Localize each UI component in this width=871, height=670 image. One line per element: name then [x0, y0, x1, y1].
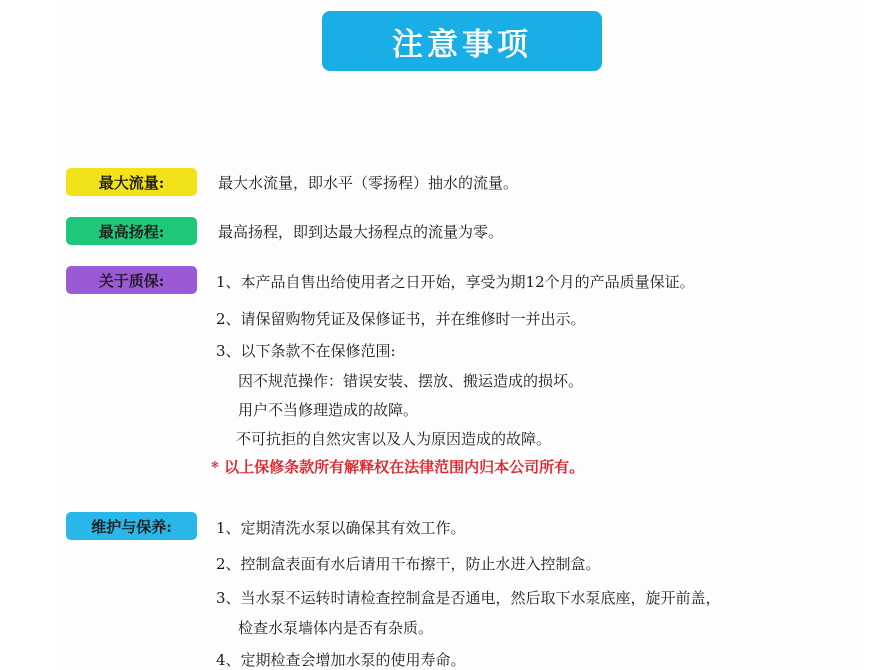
max-flow-text: 最大水流量，即水平（零扬程）抽水的流量。	[218, 174, 519, 192]
maintenance-tag: 维护与保养:	[66, 512, 197, 540]
maintenance-item-1: 1、定期清洗水泵以确保其有效工作。	[216, 519, 466, 537]
warranty-item-2: 2、请保留购物凭证及保修证书，并在维修时一并出示。	[216, 310, 586, 328]
maintenance-item-3-cont: 检查水泵墙体内是否有杂质。	[238, 619, 434, 637]
maintenance-item-3: 3、当水泵不运转时请检查控制盒是否通电，然后取下水泵底座，旋开前盖，	[216, 589, 721, 607]
max-flow-tag: 最大流量:	[66, 168, 197, 196]
warranty-item-3: 3、以下条款不在保修范围:	[216, 342, 396, 360]
page-title: 注意事项	[392, 26, 532, 63]
maintenance-item-4: 4、定期检查会增加水泵的使用寿命。	[216, 651, 466, 669]
warranty-exclusion-2: 用户不当修理造成的故障。	[238, 401, 419, 419]
title-banner	[322, 11, 602, 71]
warranty-note: * 以上保修条款所有解释权在法律范围内归本公司所有。	[211, 458, 585, 476]
max-head-text: 最高扬程，即到达最大扬程点的流量为零。	[218, 223, 504, 241]
warranty-item-1: 1、本产品自售出给使用者之日开始，享受为期12个月的产品质量保证。	[216, 273, 695, 291]
warranty-tag: 关于质保:	[66, 266, 197, 294]
warranty-exclusion-1: 因不规范操作：错误安装、摆放、搬运造成的损坏。	[238, 372, 584, 390]
warranty-exclusion-3: 不可抗拒的自然灾害以及人为原因造成的故障。	[236, 430, 552, 448]
max-head-tag: 最高扬程:	[66, 217, 197, 245]
maintenance-item-2: 2、控制盒表面有水后请用干布擦干，防止水进入控制盒。	[216, 555, 601, 573]
